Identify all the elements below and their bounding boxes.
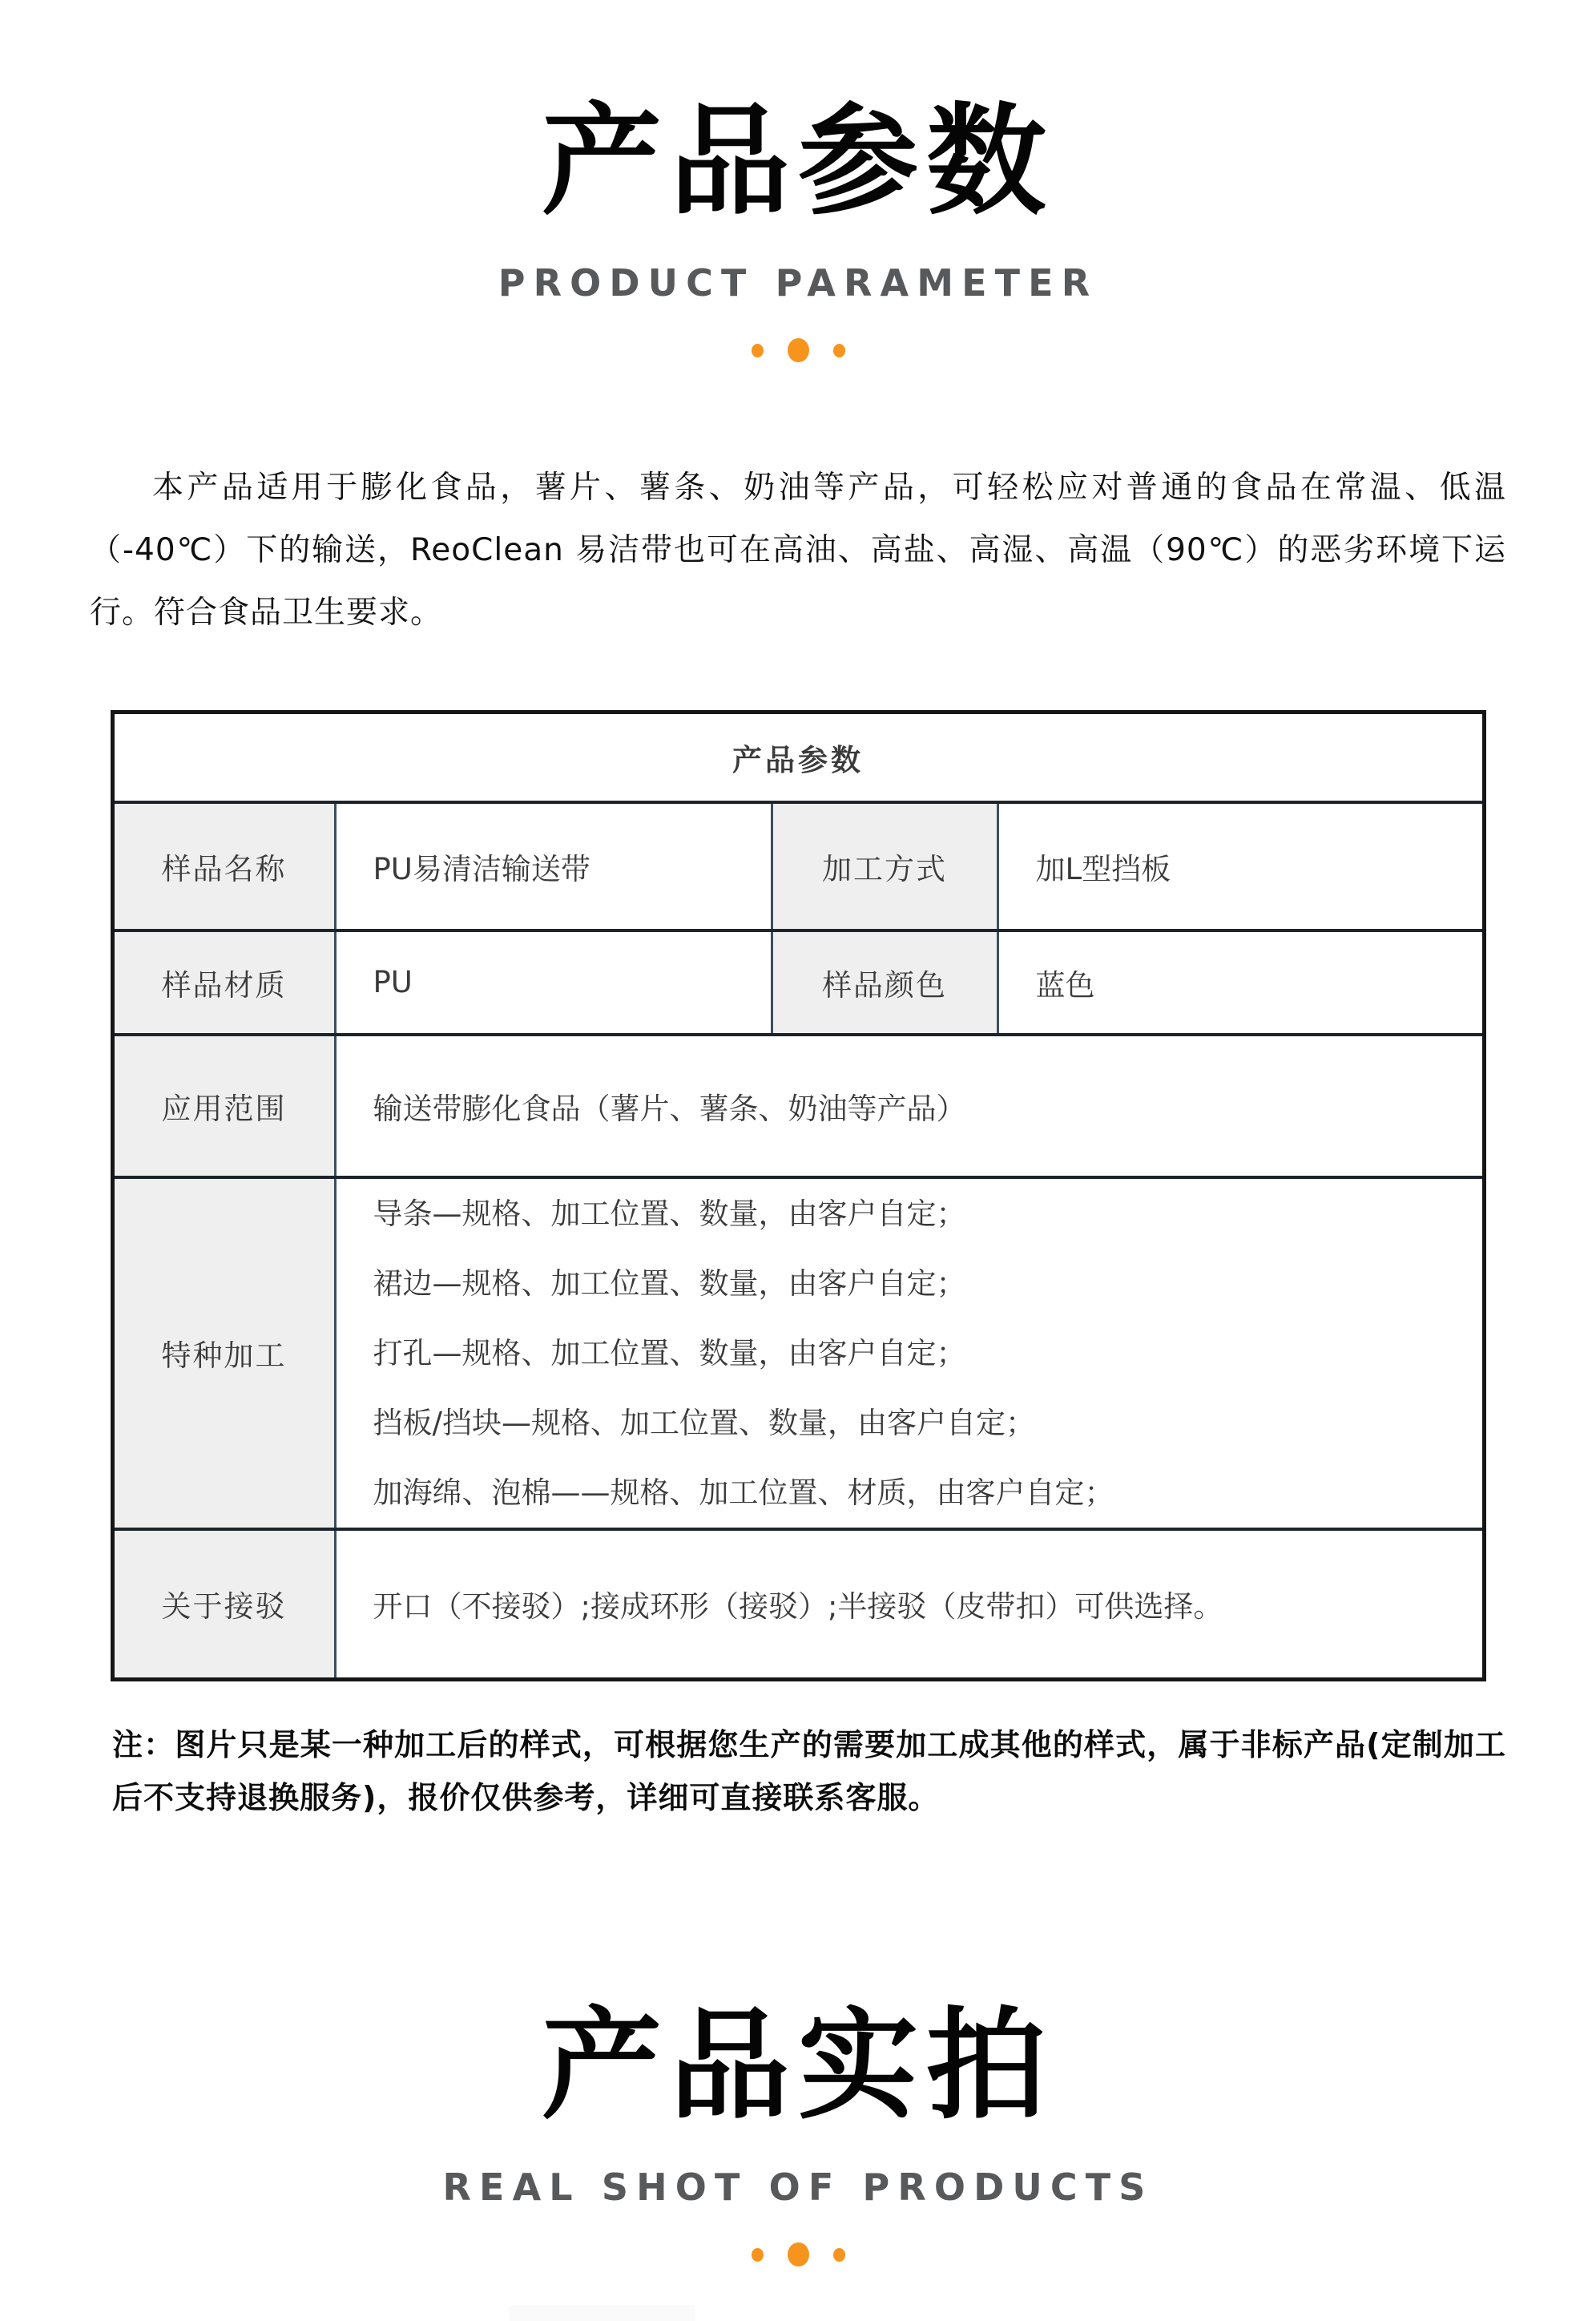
row-value-process-type: 加L型挡板 [998,802,1484,930]
table-row [112,1035,1484,1177]
parameter-table [111,710,1486,1681]
dot-icon [752,2248,764,2262]
special-process-line: 裙边—规格、加工位置、数量，由客户自定； [373,1265,966,1301]
row-label-joint: 关于接驳 [112,1529,335,1680]
row-label-process-type: 加工方式 [772,802,998,930]
row-label-application: 应用范围 [112,1035,335,1177]
parameter-title-cn: 产品参数 [541,92,1054,232]
dot-icon [788,2242,809,2267]
special-process-line: 导条—规格、加工位置、数量，由客户自定； [373,1196,966,1231]
table-row [112,802,1484,930]
row-value-application: 输送带膨化食品（薯片、薯条、奶油等产品） [335,1035,1484,1177]
realshot-title-en: REAL SHOT OF PRODUCTS [442,2166,1154,2209]
table-row [112,1177,1484,1529]
special-process-line: 打孔—规格、加工位置、数量，由客户自定； [373,1335,966,1370]
table-title-row [112,712,1484,802]
custom-note-text: 注：图片只是某一种加工后的样式，可根据您生产的需要加工成其他的样式，属于非标产品(定制加工后不支持退换服务)，报价仅供参考，详细可直接联系客服。 [112,1727,1506,1815]
table-row [112,930,1484,1035]
divider-dots [0,338,1596,362]
table-title: 产品参数 [112,712,1484,802]
special-process-line: 加海绵、泡棉——规格、加工位置、材质，由客户自定； [373,1475,1114,1510]
row-label-material: 样品材质 [112,930,335,1035]
realshot-title-cn: 产品实拍 [541,1996,1054,2136]
product-intro-text: 本产品适用于膨化食品，薯片、薯条、奶油等产品，可轻松应对普通的食品在常温、低温（-40℃）下的输送，ReoClean 易洁带也可在高油、高盐、高湿、高温（90℃）的恶劣环境下运行。符合食品卫生要求。 [90,470,1506,631]
realshot-header [0,1994,1596,2267]
row-label-color: 样品颜色 [772,930,998,1035]
dot-icon [833,344,845,357]
special-process-line: 挡板/挡块—规格、加工位置、数量，由客户自定； [373,1405,1035,1440]
row-value-material: PU [335,930,772,1035]
dot-icon [833,2248,845,2262]
row-value-joint: 开口（不接驳）;接成环形（接驳）;半接驳（皮带扣）可供选择。 [335,1529,1484,1680]
parameter-header [0,0,1596,362]
row-label-special-process: 特种加工 [112,1177,335,1529]
photo-top-edge [510,2305,695,2321]
dot-icon [788,338,809,362]
row-value-sample-name: PU易清洁输送带 [335,802,772,930]
row-value-special-process [335,1177,1484,1529]
table-row [112,1529,1484,1680]
row-value-color: 蓝色 [998,930,1484,1035]
dot-icon [752,344,764,357]
parameter-title-en: PRODUCT PARAMETER [498,261,1098,305]
row-label-sample-name: 样品名称 [112,802,335,930]
divider-dots [0,2242,1596,2267]
